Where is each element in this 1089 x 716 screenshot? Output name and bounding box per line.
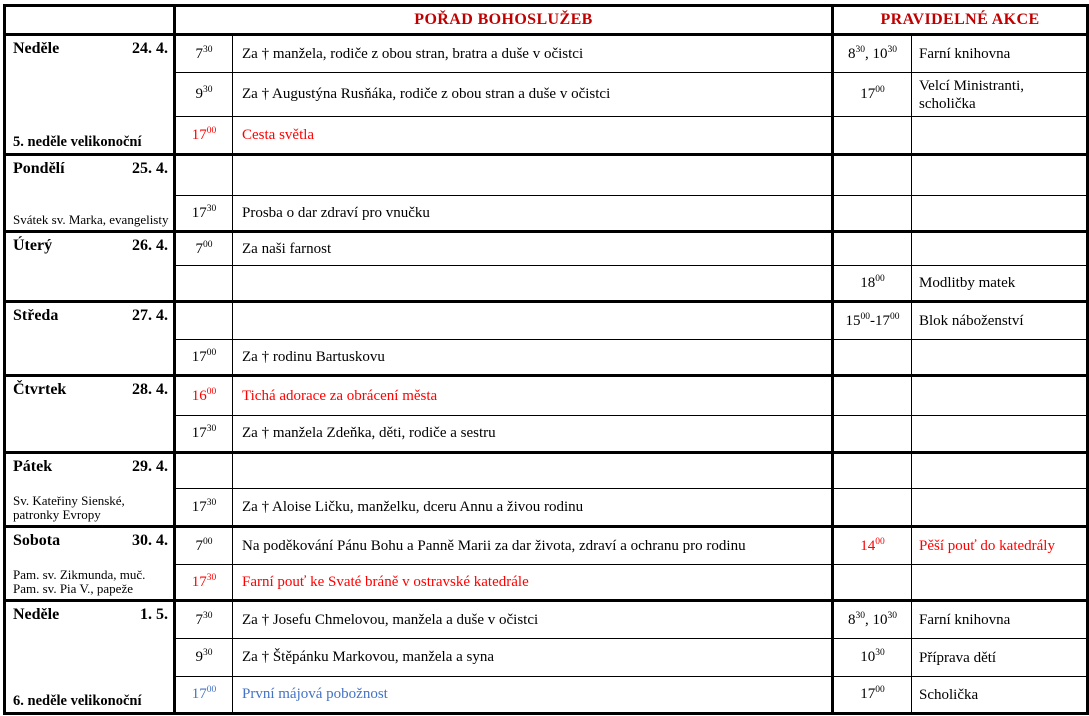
- event-time: [833, 489, 912, 527]
- mass-time: [175, 453, 233, 489]
- mass-time: $17^{30}$: [175, 565, 233, 601]
- event-name: Farní knihovna: [912, 35, 1088, 73]
- mass-time: $17^{30}$: [175, 489, 233, 527]
- mass-intention: Za † Augustýna Rusňáka, rodiče z obou stran a duše v očistci: [233, 73, 833, 117]
- event-time: [833, 232, 912, 266]
- mass-time: $16^{00}$: [175, 376, 233, 416]
- mass-intention: Za † manžela, rodiče z obou stran, bratra a duše v očistci: [233, 35, 833, 73]
- event-name: [912, 489, 1088, 527]
- table-row: [5, 232, 1088, 266]
- day-date: 27. 4.: [132, 307, 168, 324]
- event-time: $17^{00}$: [833, 73, 912, 117]
- event-name: [912, 453, 1088, 489]
- mass-intention: [233, 453, 833, 489]
- event-time: [833, 376, 912, 416]
- day-header: [6, 377, 173, 399]
- mass-intention: Prosba o dar zdraví pro vnučku: [233, 196, 833, 232]
- day-cell: [5, 527, 175, 601]
- mass-intention: První májová pobožnost: [233, 677, 833, 714]
- day-date: 29. 4.: [132, 458, 168, 475]
- day-header: [6, 303, 173, 325]
- mass-time: $17^{00}$: [175, 117, 233, 155]
- day-name: Neděle: [13, 40, 60, 57]
- mass-intention: Za † Josefu Chmelovou, manžela a duše v očistci: [233, 601, 833, 639]
- table-row: [5, 35, 1088, 73]
- day-subtitle: Svátek sv. Marka, evangelisty: [13, 212, 169, 227]
- day-date: 30. 4.: [132, 532, 168, 549]
- mass-time: [175, 302, 233, 340]
- event-name: [912, 155, 1088, 196]
- table-row: [5, 601, 1088, 639]
- day-name: Středa: [13, 307, 59, 324]
- table-row: [5, 155, 1088, 196]
- table-row: [5, 376, 1088, 416]
- mass-time: $7^{30}$: [175, 35, 233, 73]
- mass-time: [175, 155, 233, 196]
- mass-time: $7^{00}$: [175, 232, 233, 266]
- day-name: Neděle: [13, 606, 60, 623]
- day-date: 26. 4.: [132, 237, 168, 254]
- day-header: [6, 156, 173, 178]
- mass-time: $7^{00}$: [175, 527, 233, 565]
- schedule-table: [3, 4, 1089, 715]
- event-time: $8^{30}$, $10^{30}$: [833, 35, 912, 73]
- event-time: $15^{00}-17^{00}$: [833, 302, 912, 340]
- day-name: Čtvrtek: [13, 381, 67, 398]
- day-cell: [5, 376, 175, 453]
- mass-intention: Za naši farnost: [233, 232, 833, 266]
- mass-intention: Na poděkování Pánu Bohu a Panně Marii za dar života, zdraví a ochranu pro rodinu: [233, 527, 833, 565]
- day-name: Pátek: [13, 458, 53, 475]
- event-time: [833, 117, 912, 155]
- day-subtitle: 5. neděle velikonoční: [13, 134, 142, 150]
- day-subtitle: Pam. sv. Zikmunda, muč. Pam. sv. Pia V., papeže: [13, 567, 146, 596]
- event-time: [833, 196, 912, 232]
- table-row: [5, 302, 1088, 340]
- mass-time: $9^{30}$: [175, 73, 233, 117]
- event-time: [833, 340, 912, 376]
- day-header: [6, 528, 173, 550]
- events-title: PRAVIDELNÉ AKCE: [833, 6, 1088, 35]
- event-time: [833, 565, 912, 601]
- day-cell: [5, 35, 175, 155]
- mass-intention: [233, 302, 833, 340]
- event-time: $18^{00}$: [833, 266, 912, 302]
- event-name: Velcí Ministranti, scholička: [912, 73, 1088, 117]
- day-date: 1. 5.: [140, 606, 168, 623]
- day-date: 24. 4.: [132, 40, 168, 57]
- day-cell: [5, 232, 175, 302]
- event-name: [912, 565, 1088, 601]
- event-name: Blok náboženství: [912, 302, 1088, 340]
- day-cell: [5, 302, 175, 376]
- day-name: Úterý: [13, 237, 53, 254]
- event-time: [833, 416, 912, 453]
- day-header: [6, 454, 173, 476]
- event-name: [912, 117, 1088, 155]
- event-name: Farní knihovna: [912, 601, 1088, 639]
- mass-intention: Za † Aloise Ličku, manželku, dceru Annu a živou rodinu: [233, 489, 833, 527]
- day-date: 25. 4.: [132, 160, 168, 177]
- day-name: Pondělí: [13, 160, 65, 177]
- event-name: [912, 376, 1088, 416]
- mass-intention: Za † Štěpánku Markovou, manžela a syna: [233, 639, 833, 677]
- day-cell: [5, 601, 175, 714]
- event-name: [912, 416, 1088, 453]
- day-cell: [5, 453, 175, 527]
- header-day-cell: [5, 6, 175, 35]
- event-name: Příprava dětí: [912, 639, 1088, 677]
- mass-time: $17^{30}$: [175, 196, 233, 232]
- mass-intention: Tichá adorace za obrácení města: [233, 376, 833, 416]
- day-date: 28. 4.: [132, 381, 168, 398]
- services-title: POŘAD BOHOSLUŽEB: [175, 6, 833, 35]
- mass-time: $9^{30}$: [175, 639, 233, 677]
- event-name: Scholička: [912, 677, 1088, 714]
- day-subtitle: Sv. Kateřiny Sienské, patronky Evropy: [13, 493, 125, 522]
- event-time: [833, 453, 912, 489]
- mass-time: $17^{30}$: [175, 416, 233, 453]
- header-row: [5, 6, 1088, 35]
- event-name: Pěší pouť do katedrály: [912, 527, 1088, 565]
- day-header: [6, 233, 173, 255]
- event-time: $14^{00}$: [833, 527, 912, 565]
- event-time: [833, 155, 912, 196]
- mass-intention: Farní pouť ke Svaté bráně v ostravské katedrále: [233, 565, 833, 601]
- event-name: [912, 196, 1088, 232]
- mass-time: $7^{30}$: [175, 601, 233, 639]
- day-subtitle: 6. neděle velikonoční: [13, 693, 142, 709]
- mass-time: $17^{00}$: [175, 677, 233, 714]
- event-name: [912, 232, 1088, 266]
- mass-time: [175, 266, 233, 302]
- mass-intention: [233, 155, 833, 196]
- event-name: [912, 340, 1088, 376]
- mass-intention: Cesta světla: [233, 117, 833, 155]
- day-header: [6, 602, 173, 624]
- event-time: $10^{30}$: [833, 639, 912, 677]
- mass-intention: Za † manžela Zdeňka, děti, rodiče a sestru: [233, 416, 833, 453]
- mass-intention: Za † rodinu Bartuskovu: [233, 340, 833, 376]
- table-row: [5, 527, 1088, 565]
- day-name: Sobota: [13, 532, 61, 549]
- table-row: [5, 453, 1088, 489]
- event-name: Modlitby matek: [912, 266, 1088, 302]
- mass-intention: [233, 266, 833, 302]
- day-cell: [5, 155, 175, 232]
- day-header: [6, 36, 173, 58]
- mass-time: $17^{00}$: [175, 340, 233, 376]
- event-time: $17^{00}$: [833, 677, 912, 714]
- event-time: $8^{30}$, $10^{30}$: [833, 601, 912, 639]
